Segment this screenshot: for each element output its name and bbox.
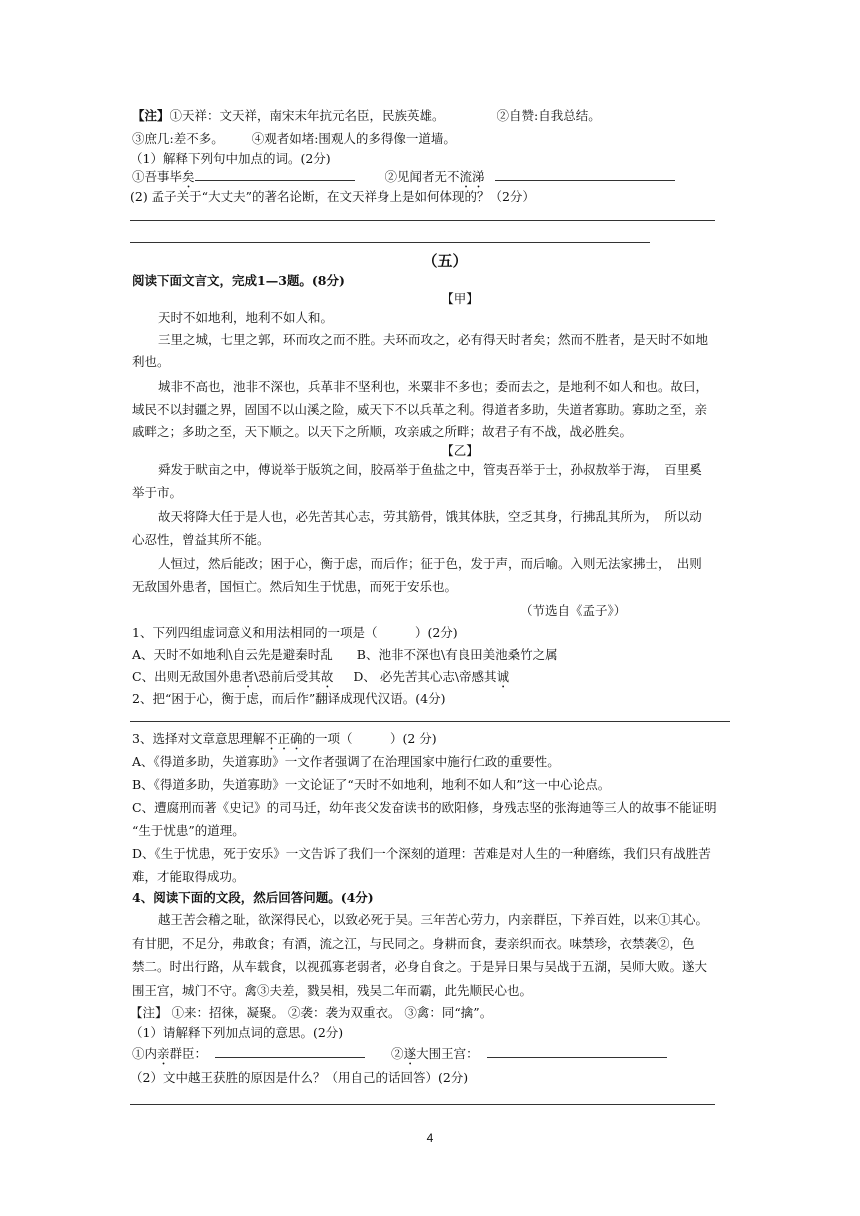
- q4-a-dotted: 亲: [157, 1046, 170, 1061]
- note-3: ③庶几:差不多。: [132, 131, 224, 146]
- q3-stem-dotted: 不正确: [264, 731, 303, 746]
- q4-a-text: ①内: [132, 1046, 158, 1061]
- top-q1-a-dotted: 矣: [182, 169, 195, 184]
- q1-stem: 1、下列四组虚词意义和用法相同的一项是（ ）(2分): [132, 625, 458, 640]
- yi-p3a: 人恒过，然后能改；困于心，衡于虑，而后作；征于色，发于声，而后喻。入则无法家拂士， 出则: [158, 556, 702, 571]
- q3-option-b: B、《得道多助，失道寡助》一文论证了“天时不如地利，地利不如人和”这一中心论点。: [132, 777, 611, 792]
- yi-p2b: 心忍性，曾益其所不能。: [132, 532, 270, 547]
- q1-c-dotted-2: 故: [320, 669, 334, 684]
- q3-option-c2: “生于忧患”的道理。: [132, 823, 245, 838]
- q4-b-blank[interactable]: [487, 1045, 667, 1058]
- q3-option-d1: D、《生于忧患，死于安乐》一文告诉了我们一个深刻的道理：苦难是对人生的一种磨练，我们只有战胜苦: [132, 846, 711, 861]
- q4-b-post: 大围王宫：: [416, 1046, 479, 1061]
- jia-label: 【甲】: [441, 291, 479, 306]
- top-note-line-2: [132, 130, 456, 147]
- instruction: 阅读下面文言文，完成1—3题。(8分): [132, 273, 345, 288]
- top-note-line-1: [132, 107, 601, 124]
- top-q1-b-dotted: 流涕: [459, 169, 485, 184]
- top-q1-b-text: ②见闻者无不: [384, 169, 460, 184]
- note-label: 【注】: [132, 108, 170, 123]
- q1-c-dotted: 者: [241, 669, 255, 684]
- q1-b-post: 有良田美池桑竹之属: [445, 647, 558, 662]
- page-number: 4: [426, 1131, 434, 1145]
- q3-option-a: A、《得道多助，失道寡助》一文作者强调了在治理国家中施行仁政的重要性。: [132, 754, 560, 769]
- q4-p4: 围王宫，城门不守。禽③夫差，戮吴相，残吴二年而霸，此先顺民心也。: [132, 983, 533, 998]
- jia-p2b: 利也。: [132, 354, 170, 369]
- q1-a-text: A、天时不如地利: [132, 647, 229, 662]
- q1-a-dotted: \: [228, 647, 233, 662]
- q4-note: 【注】 ①来：招徕，凝聚。 ②袭：袭为双重衣。 ③禽：同“擒”。: [130, 1005, 493, 1020]
- note-4: ④观者如堵:围观人的多得像一道墙。: [251, 131, 456, 146]
- yi-source: （节选自《孟子》）: [520, 603, 627, 618]
- top-q1-b-blank[interactable]: [495, 168, 675, 181]
- jia-p3a: 城非不高也，池非不深也，兵革非不坚利也，米粟非不多也；委而去之，是地利不如人和也。故曰，: [158, 379, 709, 394]
- yi-p1a: 舜发于畎亩之中，傅说举于版筑之间，胶鬲举于鱼盐之中，管夷吾举于士，孙叔敖举于海， 百里奚: [158, 462, 702, 477]
- q4-p2: 有甘肥，不足分，弗敢食；有酒，流之江，与民同之。身耕而食，妻亲织而衣。味禁珍，衣禁袭②，色: [132, 936, 695, 951]
- q1-b-dotted: \: [440, 647, 446, 662]
- q1-c-mid: \恐前后受其: [254, 669, 321, 684]
- q3-option-d2: 难，才能取得成功。: [132, 869, 245, 884]
- q1-d-dotted-2: 诚: [496, 669, 510, 684]
- yi-p1b: 举于市。: [132, 485, 183, 500]
- q4-b-dotted: 遂: [403, 1046, 417, 1061]
- section-title: （五）: [422, 252, 468, 270]
- q3-option-c1: C、遭腐刑而著《史记》的司马迁，幼年丧父发奋读书的欧阳修，身残志坚的张海迪等三人的故事不能证明: [132, 800, 717, 815]
- yi-p2a: 故天将降大任于是人也，必先苦其心志，劳其筋骨，饿其体肤，空乏其身，行拂乱其所为， 所以动: [158, 509, 702, 524]
- q1-d-mid: 帝感其: [459, 669, 497, 684]
- q4-a-post: 群臣：: [169, 1046, 208, 1061]
- yi-p3b: 无敌国外患者，国恒亡。然后知生于忧患，而死于安乐也。: [132, 579, 458, 594]
- q3-stem-post: 的一项（ ）(2 分): [302, 731, 437, 746]
- q1-d-dotted: \: [454, 669, 460, 684]
- top-q2-answer-line-1[interactable]: [130, 220, 715, 221]
- top-q1-a-blank[interactable]: [195, 168, 355, 181]
- q2-stem: 2、把“困于心，衡于虑，而后作”翻译成现代汉语。(4分): [132, 691, 446, 706]
- top-q1-a-text: ①吾事毕: [132, 169, 183, 184]
- q3-stem: [132, 730, 437, 753]
- q1-c-text: C、出则无敌国外患: [132, 669, 242, 684]
- q4-sub1-answers: [132, 1045, 667, 1068]
- q4-a-blank[interactable]: [215, 1045, 365, 1058]
- q4-p3: 禁二。时出行路，从车载食，以视孤寡老弱者，必身自食之。于是异日果与吴战于五湖，吴师大败。遂大: [132, 959, 708, 974]
- q4-sub2: （2）文中越王获胜的原因是什么？（用自己的话回答）(2分): [130, 1070, 469, 1085]
- top-q2: (2) 孟子关于“大丈夫”的著名论断，在文天祥身上是如何体现的？（2分）: [130, 189, 535, 204]
- jia-p1: 天时不如地利，地利不如人和。: [158, 310, 334, 325]
- q1-d-text: D、 必先苦其心志: [353, 669, 455, 684]
- q1-row-cd: [132, 668, 509, 691]
- jia-p3b: 域民不以封疆之界，固国不以山溪之险，威天下不以兵革之利。得道者多助，失道者寡助。寡助之至，亲: [132, 402, 708, 417]
- jia-p3c: 戚畔之；多助之至，天下顺之。以天下之所顺，攻亲戚之所畔；故君子有不战，战必胜矣。: [132, 424, 633, 439]
- top-q1-prompt: （1）解释下列句中加点的词。(2分): [130, 151, 331, 166]
- note-1: ①天祥：文天祥，南宋末年抗元名臣，民族英雄。: [169, 108, 445, 123]
- q4-sub2-answer-line[interactable]: [130, 1104, 715, 1105]
- q4-sub1: （1）请解释下列加点词的意思。(2分): [130, 1025, 344, 1040]
- q3-stem-pre: 3、选择对文章意思理解: [132, 731, 265, 746]
- q2-answer-line[interactable]: [130, 721, 730, 722]
- yi-label: 【乙】: [441, 443, 479, 458]
- q1-row-ab: [132, 646, 558, 669]
- q4-p1: 越王苦会稽之耻，欲深得民心，以致必死于吴。三年苦心劳力，内亲群臣，下养百姓，以来①其心。: [158, 912, 709, 927]
- q4-stem: 4、阅读下面的文段，然后回答问题。(4分): [132, 890, 374, 905]
- jia-p2a: 三里之城，七里之郭，环而攻之而不胜。夫环而攻之，必有得天时者矣；然而不胜者，是天时不如地: [158, 332, 709, 347]
- top-q2-answer-line-2[interactable]: [130, 242, 650, 243]
- q4-b-text: ②: [391, 1046, 404, 1061]
- q1-a-post: 自云先是避秦时乱: [232, 647, 333, 662]
- q1-b-text: B、池非不深也: [356, 647, 441, 662]
- note-2: ②自赞:自我总结。: [496, 108, 601, 123]
